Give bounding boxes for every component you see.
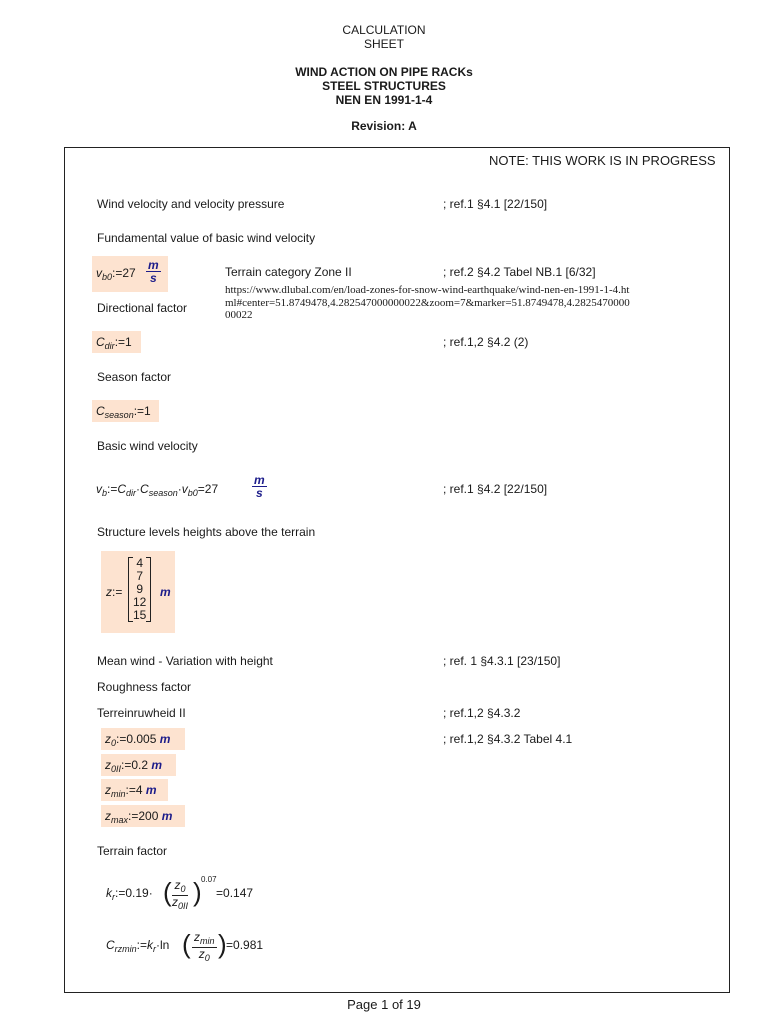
ref-basic: ; ref.1 §4.2 [22/150]	[443, 482, 548, 496]
section-directional: Directional factor	[97, 301, 188, 315]
section-roughness: Roughness factor	[97, 680, 192, 694]
section-wind-velocity: Wind velocity and velocity pressure	[97, 197, 285, 211]
header-line2: SHEET	[363, 37, 404, 51]
ref-z0: ; ref.1,2 §4.3.2 Tabel 4.1	[443, 732, 573, 746]
ref-terreinruwheid: ; ref.1,2 §4.3.2	[443, 706, 521, 720]
ref-terrain: ; ref.2 §4.2 Tabel NB.1 [6/32]	[443, 265, 596, 279]
page-number: Page 1 of 19	[347, 997, 421, 1012]
formula-cseason: $C_{season}:=1$	[92, 400, 159, 422]
title-line1: WIND ACTION ON PIPE RACKs	[295, 65, 473, 79]
formula-zmin: $z_{min}:=4$ m	[101, 779, 168, 801]
section-basic: Basic wind velocity	[97, 439, 198, 453]
header-line1: CALCULATION	[342, 23, 426, 37]
section-fundamental: Fundamental value of basic wind velocity	[97, 231, 316, 245]
title-line3: NEN EN 1991-1-4	[335, 93, 433, 107]
section-structure-levels: Structure levels heights above the terrain	[97, 525, 316, 539]
ref-cdir: ; ref.1,2 §4.2 (2)	[443, 335, 529, 349]
dlubal-url-link[interactable]: https://www.dlubal.com/en/load-zones-for-snow-wind-earthquake/wind-nen-en-1991-1-4.html#center=51.8749478,4.282547000000022&zoom=7&marker=51.8749478,4.282547000000022	[225, 284, 630, 321]
z-matrix: 4 7 9 12 15	[128, 557, 151, 622]
formula-z-vector: z:= 4 7 9 12 15 m	[101, 551, 175, 633]
title-line2: STEEL STRUCTURES	[322, 79, 446, 93]
formula-z0ii: $z_{0II}:=0.2$ m	[101, 754, 176, 776]
revision-label: Revision: A	[351, 119, 417, 133]
formula-cdir: $C_{dir}:=1$	[92, 331, 141, 353]
ref-wind-velocity: ; ref.1 §4.1 [22/150]	[443, 197, 548, 211]
section-mean-wind: Mean wind - Variation with height	[97, 654, 273, 668]
section-terrain-factor: Terrain factor	[97, 844, 168, 858]
section-season: Season factor	[97, 370, 172, 384]
section-terreinruwheid: Terreinruwheid II	[97, 706, 186, 720]
formula-zmax: $z_{max}:=200$ m	[101, 805, 185, 827]
terrain-category: Terrain category Zone II	[225, 265, 352, 279]
formula-vb0: $v_{b0}:=27$ $\frac{m}{s}$	[92, 256, 168, 292]
formula-z0: $z_0:=0.005$ m	[101, 728, 185, 750]
ref-mean-wind: ; ref. 1 §4.3.1 [23/150]	[443, 654, 561, 668]
progress-note: NOTE: THIS WORK IS IN PROGRESS	[489, 153, 716, 168]
